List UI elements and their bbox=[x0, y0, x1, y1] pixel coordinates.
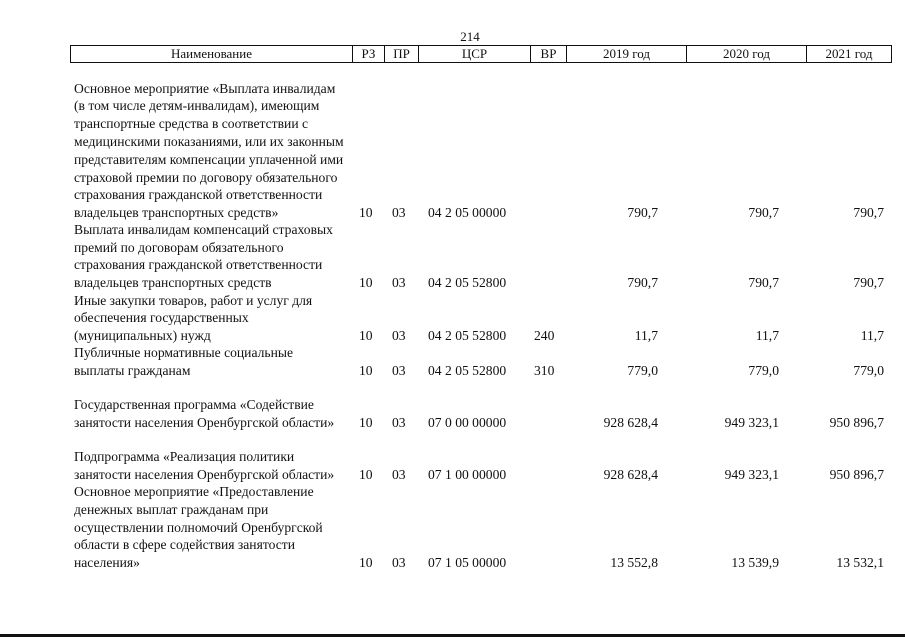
row-csr: 04 2 05 52800 bbox=[428, 328, 507, 344]
row-name: Иные закупки товаров, работ и услуг для обеспечения государственных (муниципальных) нужд bbox=[74, 292, 313, 344]
row-name: Основное мероприятие «Выплата инвалидам (в том числе детям-инвалидам), имеющим транспортные средства в соответствии с медицинскими показаниями, или их законным представителям компенсации уплаченной ими страховой премии по договору обязательного страхования гражданской ответственности владельцев транспортных средств» bbox=[74, 80, 344, 221]
row-2020: 949 323,1 bbox=[724, 415, 779, 431]
row-2021: 790,7 bbox=[853, 205, 884, 221]
table-row bbox=[0, 292, 905, 345]
table-row bbox=[0, 484, 905, 572]
row-rz: 10 bbox=[359, 415, 373, 431]
row-2019: 928 628,4 bbox=[603, 415, 658, 431]
row-csr: 07 0 00 00000 bbox=[428, 415, 507, 431]
row-2021: 950 896,7 bbox=[829, 415, 884, 431]
row-2020: 790,7 bbox=[748, 275, 779, 291]
row-pr: 03 bbox=[392, 275, 406, 291]
row-2020: 11,7 bbox=[755, 328, 779, 344]
row-rz: 10 bbox=[359, 328, 373, 344]
row-name: Выплата инвалидам компенсаций страховых премий по договорам обязательного страхования гражданской ответственности владельцев транспортных средств bbox=[74, 221, 333, 291]
row-2020: 949 323,1 bbox=[724, 467, 779, 483]
row-name: Публичные нормативные социальные выплаты гражданам bbox=[74, 345, 294, 379]
row-2019: 790,7 bbox=[627, 275, 658, 291]
row-2021: 13 532,1 bbox=[836, 555, 884, 571]
header-2021: 2021 год bbox=[806, 46, 892, 62]
table-row bbox=[0, 345, 905, 380]
row-pr: 03 bbox=[392, 555, 406, 571]
row-2020: 779,0 bbox=[748, 363, 779, 379]
row-rz: 10 bbox=[359, 467, 373, 483]
row-2021: 11,7 bbox=[860, 328, 884, 344]
header-2020: 2020 год bbox=[686, 46, 806, 62]
row-pr: 03 bbox=[392, 363, 406, 379]
header-name: Наименование bbox=[70, 46, 352, 62]
row-rz: 10 bbox=[359, 275, 373, 291]
table-row bbox=[0, 64, 905, 222]
row-2020: 13 539,9 bbox=[731, 555, 779, 571]
row-2020: 790,7 bbox=[748, 205, 779, 221]
row-2019: 790,7 bbox=[627, 205, 658, 221]
row-2019: 11,7 bbox=[634, 328, 658, 344]
table-row bbox=[0, 432, 905, 484]
row-pr: 03 bbox=[392, 467, 406, 483]
table-header bbox=[70, 45, 892, 63]
row-rz: 10 bbox=[359, 555, 373, 571]
row-2019: 13 552,8 bbox=[610, 555, 658, 571]
table-row bbox=[0, 222, 905, 292]
page-bottom-rule bbox=[0, 634, 905, 637]
row-vr: 310 bbox=[534, 363, 555, 379]
header-vr: ВР bbox=[530, 46, 566, 62]
row-2019: 779,0 bbox=[627, 363, 658, 379]
row-2021: 779,0 bbox=[853, 363, 884, 379]
header-2019: 2019 год bbox=[566, 46, 686, 62]
header-csr: ЦСР bbox=[418, 46, 530, 62]
row-csr: 07 1 05 00000 bbox=[428, 555, 507, 571]
row-vr: 240 bbox=[534, 328, 555, 344]
header-rz: РЗ bbox=[352, 46, 384, 62]
row-rz: 10 bbox=[359, 363, 373, 379]
row-2019: 928 628,4 bbox=[603, 467, 658, 483]
row-csr: 04 2 05 52800 bbox=[428, 363, 507, 379]
row-pr: 03 bbox=[392, 205, 406, 221]
row-csr: 07 1 00 00000 bbox=[428, 467, 507, 483]
row-name: Подпрограмма «Реализация политики занятости населения Оренбургской области» bbox=[74, 449, 335, 483]
row-csr: 04 2 05 00000 bbox=[428, 205, 507, 221]
page-number: 214 bbox=[460, 29, 480, 44]
row-csr: 04 2 05 52800 bbox=[428, 275, 507, 291]
row-2021: 790,7 bbox=[853, 275, 884, 291]
row-pr: 03 bbox=[392, 328, 406, 344]
row-pr: 03 bbox=[392, 415, 406, 431]
row-rz: 10 bbox=[359, 205, 373, 221]
row-name: Основное мероприятие «Предоставление денежных выплат гражданам при осуществлении полномочий Оренбургской области в сфере содействия занятости населения» bbox=[74, 484, 323, 571]
row-2021: 950 896,7 bbox=[829, 467, 884, 483]
row-name: Государственная программа «Содействие занятости населения Оренбургской области» bbox=[74, 397, 335, 431]
header-pr: ПР bbox=[384, 46, 418, 62]
table-row bbox=[0, 380, 905, 432]
